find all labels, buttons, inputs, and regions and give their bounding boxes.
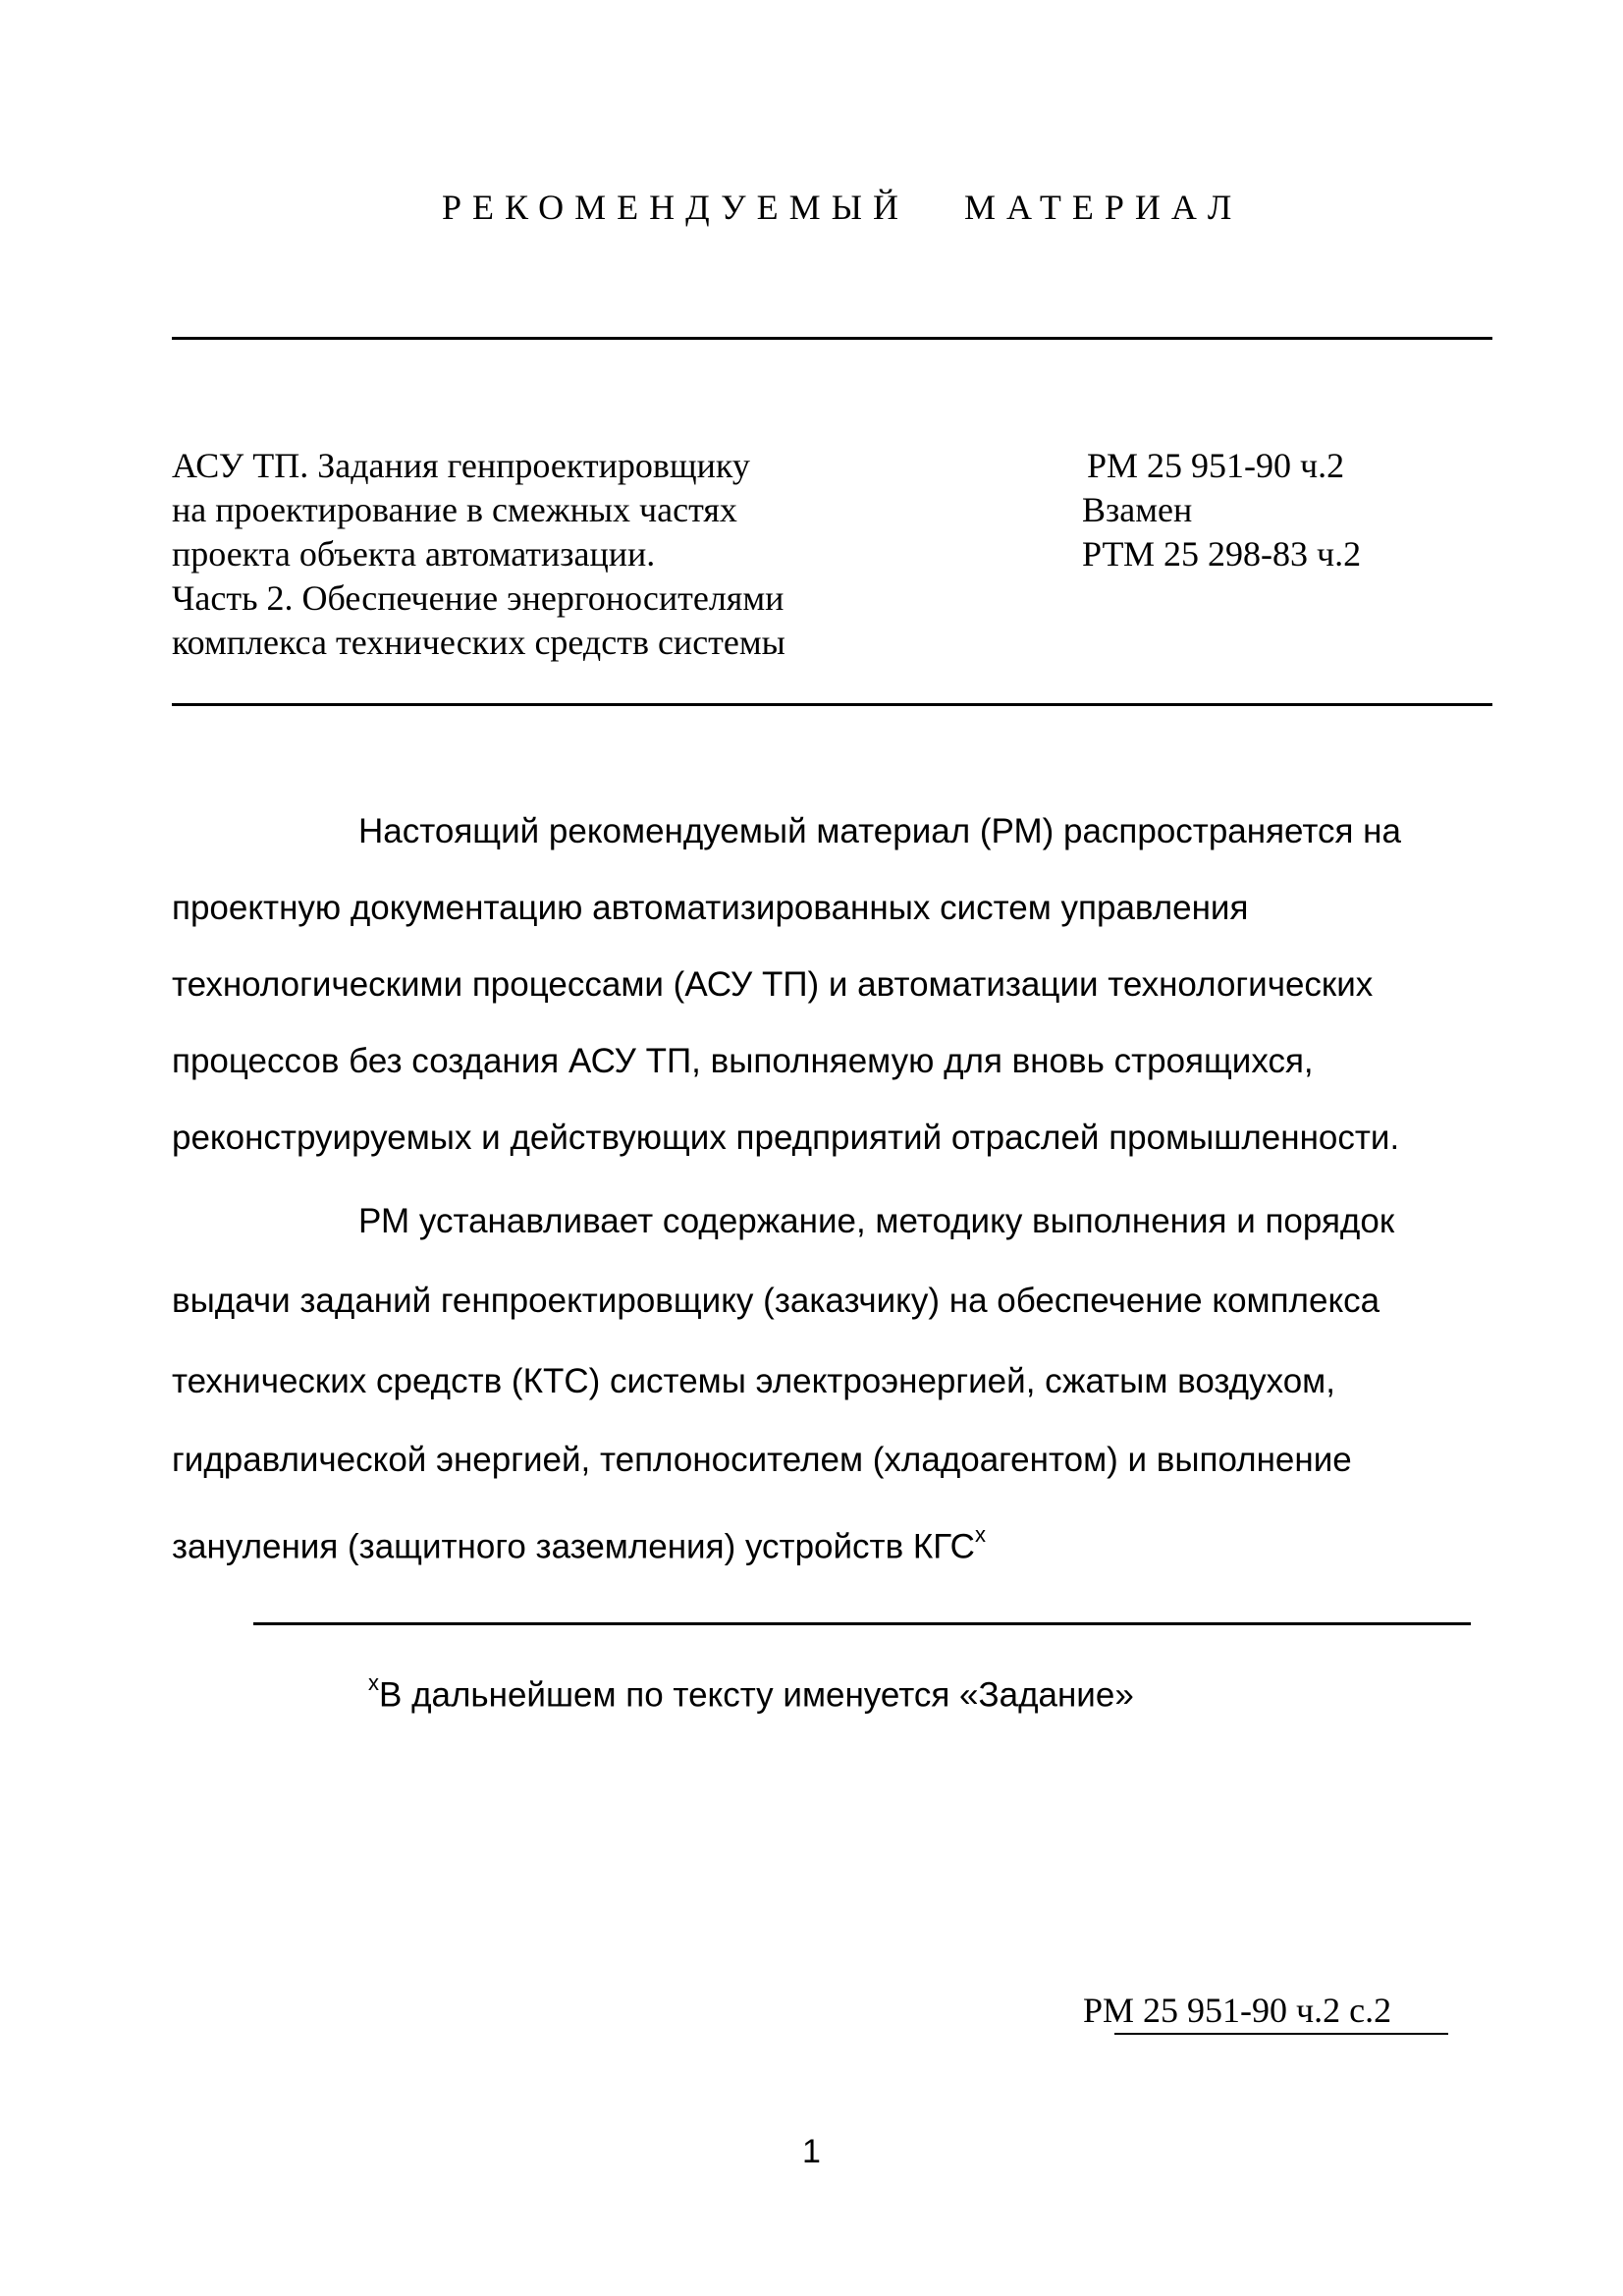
document-heading: РЕКОМЕНДУЕМЫЙ МАТЕРИАЛ [442,188,1243,227]
footnote-marker: x [368,1670,379,1695]
title-line: Часть 2. Обеспечение энергоносителями [172,578,784,618]
footnote [368,1670,1134,1716]
reference-replaces-label: Взамен [1082,490,1193,529]
document-reference [1082,444,1361,576]
body-line: РМ устанавливает содержание, методику выполнения и порядок [358,1202,1395,1240]
document-title [172,444,785,665]
title-line: АСУ ТП. Задания генпроектировщику [172,446,750,485]
footnote-separator [253,1622,1471,1625]
body-line: зануления (защитного заземления) устройств КГС [172,1527,975,1566]
title-divider [172,703,1492,706]
body-line-last [172,1500,1448,1587]
page-number: 1 [802,2133,821,2170]
body-line: технических средств (КТС) системы электроэнергией, сжатым воздухом, [172,1362,1335,1400]
reference-replaces-code: РТМ 25 298-83 ч.2 [1082,534,1362,574]
title-line: проекта объекта автоматизации. [172,534,656,574]
body-line: Настоящий рекомендуемый материал (РМ) распространяется на [358,812,1401,850]
footnote-text: В дальнейшем по тексту именуется «Задание» [379,1675,1134,1715]
title-line: на проектирование в смежных частях [172,490,737,529]
paragraph-1 [172,793,1448,1176]
footnote-marker: x [974,1522,986,1547]
body-line: проектную документацию автоматизированных систем управления [172,889,1249,927]
footer-reference-underline [1114,2033,1448,2035]
paragraph-2 [172,1183,1448,1587]
top-divider [172,337,1492,340]
body-line: гидравлической энергией, теплоносителем (хладоагентом) и выполнение [172,1441,1352,1479]
body-line: реконструируемых и действующих предприятий отраслей промышленности. [172,1119,1400,1157]
reference-code: РМ 25 951-90 ч.2 [1087,446,1345,485]
body-line: выдачи заданий генпроектировщику (заказчику) на обеспечение комплекса [172,1282,1380,1320]
body-line: технологическими процессами (АСУ ТП) и автоматизации технологических [172,965,1374,1004]
body-line: процессов без создания АСУ ТП, выполняемую для вновь строящихся, [172,1042,1314,1080]
title-line: комплекса технических средств системы [172,623,785,662]
footer-document-reference: РМ 25 951-90 ч.2 с.2 [1083,1991,1392,2030]
